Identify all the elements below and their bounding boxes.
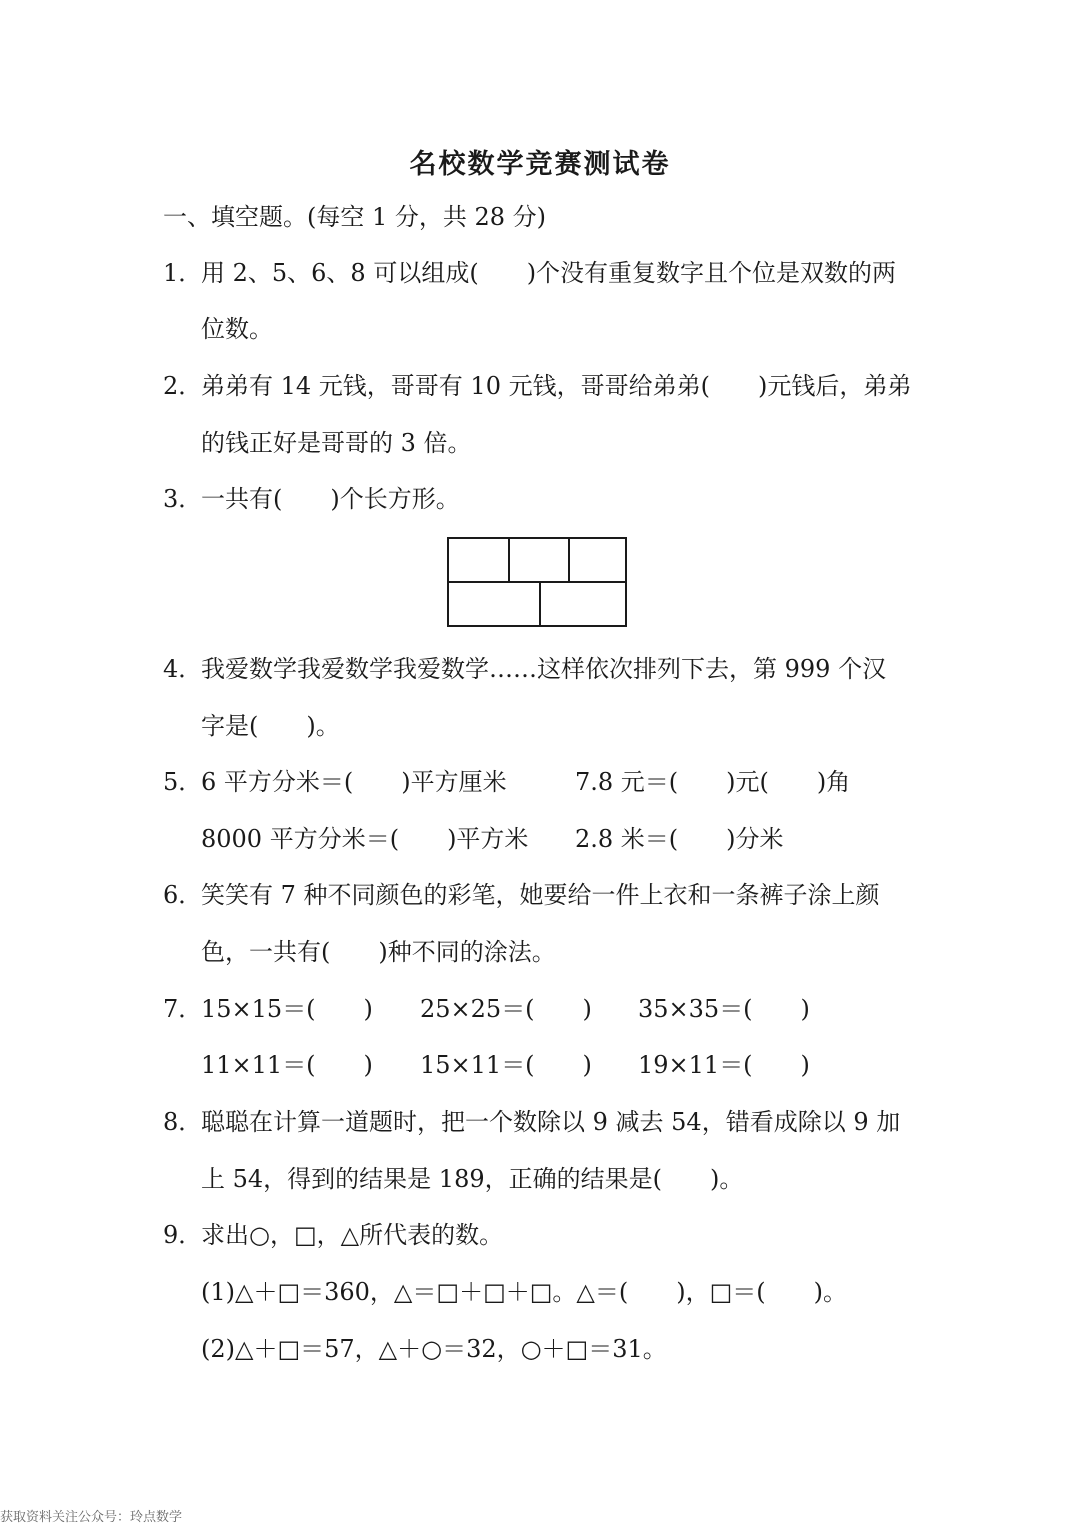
conversion-c: 8000 平方分米＝( )平方米 xyxy=(201,825,529,853)
watermark-text: 获取资料关注公众号：玲点数学 xyxy=(0,1510,183,1525)
question-6 xyxy=(163,880,880,910)
figure-horizontal-line xyxy=(449,581,625,583)
question-1 xyxy=(163,258,896,288)
multiplication-a: 15×15＝( ) xyxy=(201,995,373,1023)
conversion-b: 7.8 元＝( )元( )角 xyxy=(575,768,851,796)
conversion-a: 6 平方分米＝( )平方厘米 xyxy=(201,768,507,796)
multiplication-b: 25×25＝( ) xyxy=(420,995,592,1023)
multiplication-d: 11×11＝( ) xyxy=(201,1051,373,1079)
question-text: 聪聪在计算一道题时，把一个数除以 9 减去 54，错看成除以 9 加 xyxy=(201,1108,901,1136)
figure-divider-top-1 xyxy=(508,539,510,581)
question-text: 笑笑有 7 种不同颜色的彩笔，她要给一件上衣和一条裤子涂上颜 xyxy=(201,881,880,909)
multiplication-c: 35×35＝( ) xyxy=(638,995,810,1023)
question-text: 用 2、5、6、8 可以组成( )个没有重复数字且个位是双数的两 xyxy=(201,259,897,287)
question-number: 4． xyxy=(163,655,203,683)
rectangle-figure xyxy=(447,537,627,627)
question-5 xyxy=(163,767,507,797)
question-9 xyxy=(163,1220,503,1250)
question-8-cont: 上 54，得到的结果是 189，正确的结果是( )。 xyxy=(201,1165,744,1193)
question-text: 一共有( )个长方形。 xyxy=(201,485,460,513)
question-7 xyxy=(163,994,373,1024)
multiplication-e: 15×11＝( ) xyxy=(420,1051,592,1079)
question-number: 2． xyxy=(163,372,203,400)
question-number: 1． xyxy=(163,259,203,287)
question-6-cont: 色，一共有( )种不同的涂法。 xyxy=(201,938,556,966)
question-9-sub-1: (1)△＋□＝360，△＝□＋□＋□。△＝( )，□＝( )。 xyxy=(201,1278,848,1306)
question-2-cont: 的钱正好是哥哥的 3 倍。 xyxy=(201,429,472,457)
question-number: 3． xyxy=(163,485,203,513)
question-number: 6． xyxy=(163,881,203,909)
page-title: 名校数学竞赛测试卷 xyxy=(409,149,671,180)
question-9-sub-2: (2)△＋□＝57，△＋○＝32，○＋□＝31。 xyxy=(201,1335,667,1363)
multiplication-f: 19×11＝( ) xyxy=(638,1051,810,1079)
question-1-cont: 位数。 xyxy=(201,315,273,343)
figure-divider-top-2 xyxy=(568,539,570,581)
question-number: 9． xyxy=(163,1221,203,1249)
question-number: 7． xyxy=(163,995,203,1023)
question-8 xyxy=(163,1107,900,1137)
question-2 xyxy=(163,371,911,401)
question-number: 5． xyxy=(163,768,203,796)
question-4-cont: 字是( )。 xyxy=(201,712,340,740)
question-4 xyxy=(163,654,886,684)
section-heading: 一、填空题。(每空 1 分，共 28 分) xyxy=(163,203,547,231)
figure-divider-bottom xyxy=(539,581,541,625)
question-number: 8． xyxy=(163,1108,203,1136)
question-3 xyxy=(163,484,460,514)
question-text: 弟弟有 14 元钱，哥哥有 10 元钱，哥哥给弟弟( )元钱后，弟弟 xyxy=(201,372,912,400)
question-text: 求出○，□，△所代表的数。 xyxy=(201,1221,504,1249)
conversion-d: 2.8 米＝( )分米 xyxy=(575,825,784,853)
question-text: 我爱数学我爱数学我爱数学……这样依次排列下去，第 999 个汉 xyxy=(201,655,887,683)
